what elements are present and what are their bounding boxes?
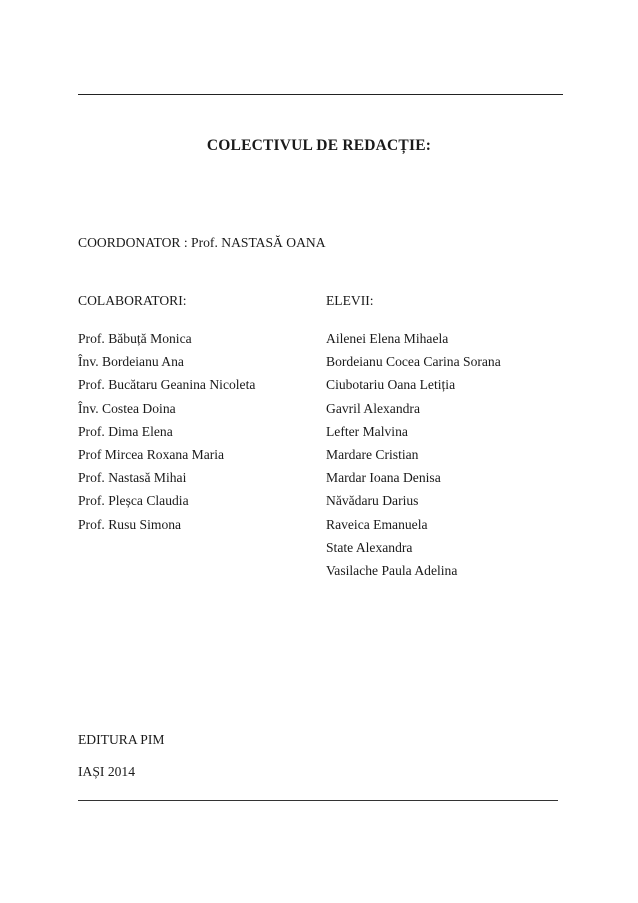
collaborator-name: Prof. Bucătaru Geanina Nicoleta [78,377,256,393]
student-name: Ailenei Elena Mihaela [326,331,449,346]
collaborators-list [78,327,255,536]
page-title: COLECTIVUL DE REDACȚIE: [206,137,432,154]
collaborator-name: Prof. Nastasă Mihai [78,470,187,486]
collaborator-name: Prof. Rusu Simona [78,516,182,532]
place-year: IAȘI 2014 [78,764,136,779]
bottom-rule [78,800,558,801]
student-name: Vasilache Paula Adelina [326,562,458,578]
student-name: Ciubotariu Oana Letiția [326,377,456,393]
collaborator-name: Prof. Băbuță Monica [78,331,192,346]
student-name: Raveica Emanuela [326,516,428,532]
publisher: EDITURA PIM [78,732,165,747]
top-rule [78,94,563,95]
coordinator-line: COORDONATOR : Prof. NASTASĂ OANA [78,235,326,250]
collaborators-heading: COLABORATORI: [78,293,187,308]
student-name: Bordeianu Cocea Carina Sorana [326,354,501,370]
collaborator-name: Prof. Pleșca Claudia [78,493,189,509]
students-list [326,327,501,582]
student-name: Mardare Cristian [326,446,419,462]
student-name: Năvădaru Darius [326,493,419,509]
collaborator-name: Prof. Dima Elena [78,423,173,439]
collaborator-name: Prof Mircea Roxana Maria [78,446,225,462]
student-name: Gavril Alexandra [326,400,420,416]
collaborator-name: Înv. Bordeianu Ana [78,354,184,370]
collaborator-name: Înv. Costea Doina [78,400,176,416]
student-name: State Alexandra [326,539,413,555]
students-heading: ELEVII: [326,293,374,308]
student-name: Lefter Malvina [326,423,408,439]
student-name: Mardar Ioana Denisa [326,470,441,486]
